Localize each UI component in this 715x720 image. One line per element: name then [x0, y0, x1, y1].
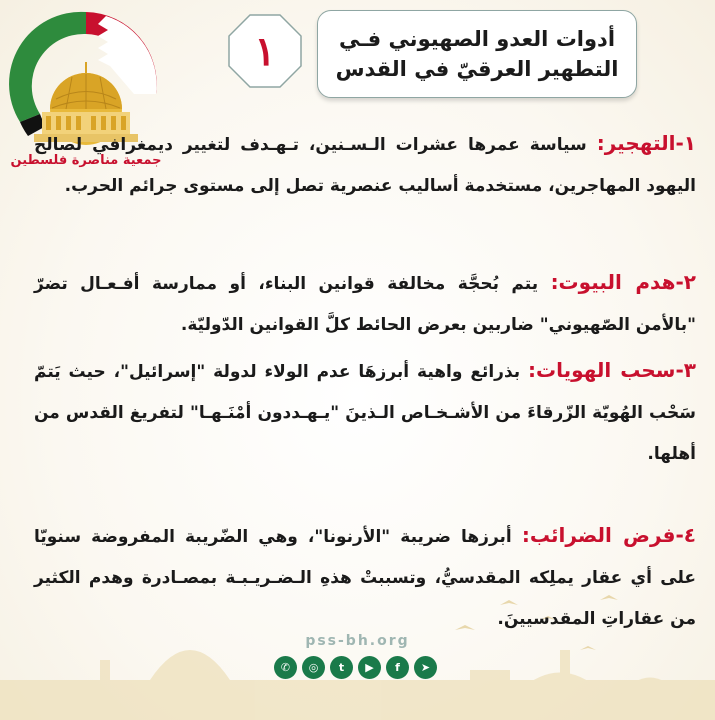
item-1 — [34, 123, 696, 207]
whatsapp-icon[interactable]: ✆ — [274, 656, 297, 679]
item-3-body: بذرائع واهية أبرزهَا عدم الولاء لدولة "إسرائيل"، حيث يَتمّ سَحْب الهُويّة الزّرقاءَ من الأشـخـاص الـذينَ "يـهـددون أمْنَـهـا" لتفريغ القدس من أهلها. — [34, 362, 696, 464]
number-badge — [226, 12, 304, 90]
item-3-heading: ٣-سحب الهويات: — [528, 358, 696, 382]
item-4-heading: ٤-فرض الضرائب: — [521, 523, 696, 547]
number-digit: ١ — [254, 27, 276, 75]
title-box — [317, 10, 637, 98]
facebook-icon[interactable]: f — [386, 656, 409, 679]
item-4 — [34, 515, 696, 640]
item-1-heading: ١-التهجير: — [596, 131, 696, 155]
youtube-icon[interactable]: ▶ — [358, 656, 381, 679]
website-url[interactable]: pss-bh.org — [305, 633, 410, 649]
item-3 — [34, 350, 696, 475]
telegram-icon[interactable]: ➤ — [414, 656, 437, 679]
title-line-2: التطهير العرقيّ في القدس — [335, 57, 619, 81]
item-2-heading: ٢-هدم البيوت: — [550, 270, 697, 294]
title-line-1: أدوات العدو الصهيوني فـي — [338, 27, 616, 51]
item-1-body: سياسة عمرها عشرات الـسـنين، تـهـدف لتغيير ديمغرافي لصالح اليهود المهاجرين، مستخدمة أساليب عنصرية تصل إلى مستوى جرائم الحرب. — [34, 135, 696, 196]
item-2-body: يتم بُحجَّة مخالفة قوانين البناء، أو ممارسة أفـعـال تضرّ "بالأمن الصّهيوني" ضاربين بعرض الحائط كلَّ القوانين الدّوليّة. — [34, 274, 696, 335]
logo-text: جمعية مناصرة فلسطين — [10, 153, 162, 168]
item-2 — [34, 262, 696, 346]
social-icons — [274, 656, 437, 679]
instagram-icon[interactable]: ◎ — [302, 656, 325, 679]
twitter-icon[interactable]: t — [330, 656, 353, 679]
item-4-body: أبرزها ضريبة "الأرنونا"، وهي الضّريبة المفروضة سنويّا على أي عقار يملِكه المقدسيُّ، وتسببتْ هذهِ الـضـريـبـة بمصـادرة وهدم الكثير من عقاراتِ المقدسيينَ. — [34, 527, 696, 629]
